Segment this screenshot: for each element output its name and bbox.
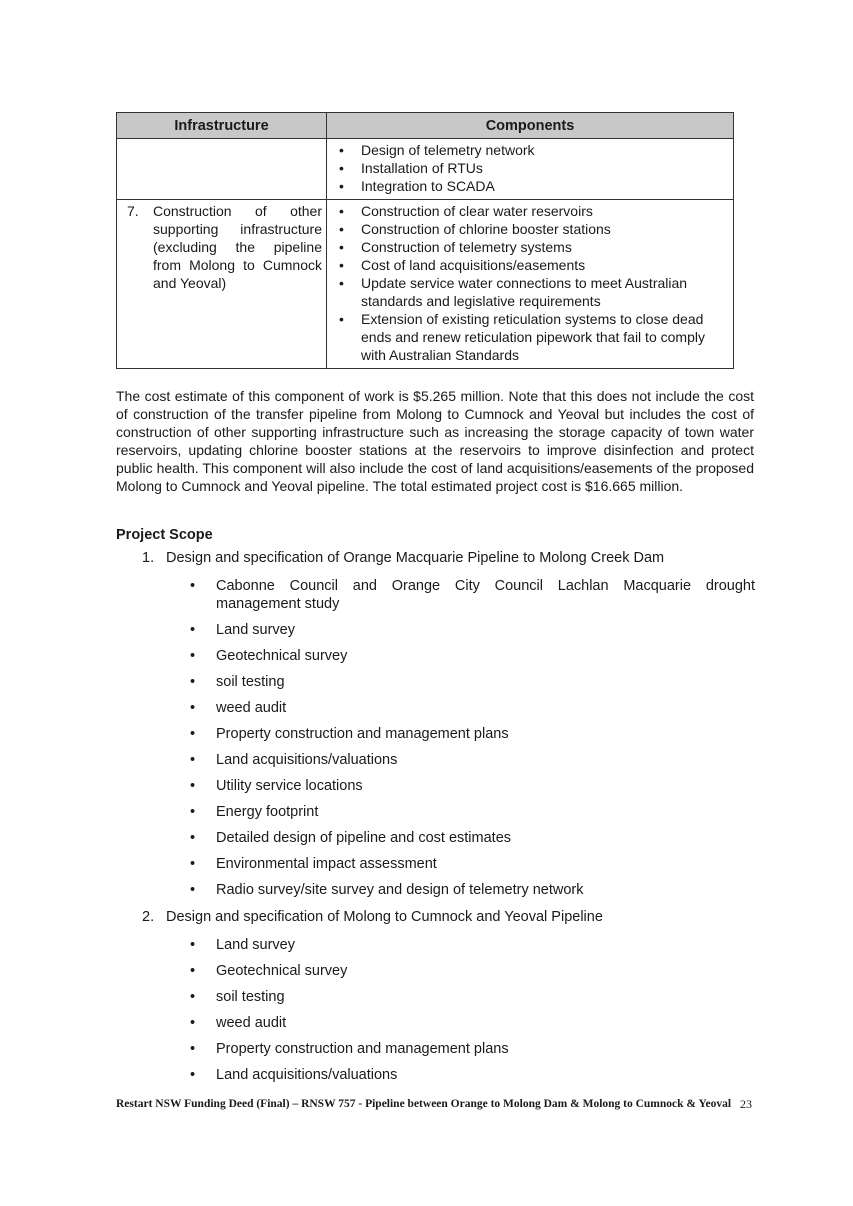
list-item: • Extension of existing reticulation systems to close dead ends and renew reticulation pipework that fail to comply with Australian Standards xyxy=(331,310,729,364)
components-cell xyxy=(327,139,734,200)
components-list xyxy=(331,141,729,195)
project-scope-heading: Project Scope xyxy=(116,527,213,543)
list-item: • Geotechnical survey xyxy=(190,962,755,980)
list-item: • Utility service locations xyxy=(190,777,755,795)
scope-sublist xyxy=(190,936,755,1084)
scope-item-title xyxy=(142,909,603,925)
row-number: 7. xyxy=(127,203,139,219)
list-item: • Land survey xyxy=(190,936,755,954)
components-list xyxy=(331,202,729,364)
page-number: 23 xyxy=(740,1097,752,1111)
table-header-row xyxy=(117,113,734,139)
list-item: • Construction of clear water reservoirs xyxy=(331,202,729,220)
scope-sublist xyxy=(190,577,755,899)
list-item: • Geotechnical survey xyxy=(190,647,755,665)
list-item: • Update service water connections to meet Australian standards and legislative requirements xyxy=(331,274,729,310)
list-item: • Detailed design of pipeline and cost estimates xyxy=(190,829,755,847)
table-row xyxy=(117,139,734,200)
components-cell xyxy=(327,200,734,369)
list-item: • weed audit xyxy=(190,1014,755,1032)
page-footer: Restart NSW Funding Deed (Final) – RNSW 757 - Pipeline between Orange to Molong Dam & Molong to Cumnock & Yeoval xyxy=(116,1098,732,1110)
list-item: • Environmental impact assessment xyxy=(190,855,755,873)
infrastructure-table xyxy=(116,112,734,369)
scope-item-text: Design and specification of Orange Macquarie Pipeline to Molong Creek Dam xyxy=(166,550,665,566)
list-item: • Property construction and management plans xyxy=(190,1040,755,1058)
list-item: • Energy footprint xyxy=(190,803,755,821)
cost-estimate-paragraph: The cost estimate of this component of work is $5.265 million. Note that this does not include the cost of construction of the transfer pipeline from Molong to Cumnock and Yeoval but includes the cost of construction of other supporting infrastructure such as increasing the storage capacity of town water reservoirs, updating chlorine booster stations at the reservoirs to improve disinfection and protect public health. This component will also include the cost of land acquisitions/easements of the proposed Molong to Cumnock and Yeoval pipeline. The total estimated project cost is $16.665 million. xyxy=(116,388,754,494)
list-item: • weed audit xyxy=(190,699,755,717)
list-item: • Construction of telemetry systems xyxy=(331,238,729,256)
list-item: • Cabonne Council and Orange City Council Lachlan Macquarie drought management study xyxy=(190,577,755,613)
table-row xyxy=(117,200,734,369)
list-item: • Cost of land acquisitions/easements xyxy=(331,256,729,274)
infrastructure-description: Construction of other supporting infrastructure (excluding the pipeline from Molong to Cumnock and Yeoval) xyxy=(153,203,322,291)
list-item: • Land acquisitions/valuations xyxy=(190,1066,755,1084)
list-item: • Radio survey/site survey and design of telemetry network xyxy=(190,881,755,899)
list-item: • Integration to SCADA xyxy=(331,177,729,195)
scope-item-number: 1. xyxy=(142,550,155,566)
scope-item-title xyxy=(142,550,664,566)
infrastructure-cell xyxy=(117,200,327,369)
list-item: • Land acquisitions/valuations xyxy=(190,751,755,769)
list-item: • Installation of RTUs xyxy=(331,159,729,177)
infrastructure-cell xyxy=(117,139,327,200)
scope-item-number: 2. xyxy=(142,909,155,925)
list-item: • Design of telemetry network xyxy=(331,141,729,159)
list-item: • Property construction and management plans xyxy=(190,725,755,743)
list-item: • Land survey xyxy=(190,621,755,639)
list-item: • soil testing xyxy=(190,673,755,691)
header-infrastructure: Infrastructure xyxy=(117,113,327,139)
scope-item-text: Design and specification of Molong to Cumnock and Yeoval Pipeline xyxy=(166,909,603,925)
list-item: • Construction of chlorine booster stations xyxy=(331,220,729,238)
header-components: Components xyxy=(327,113,734,139)
list-item: • soil testing xyxy=(190,988,755,1006)
